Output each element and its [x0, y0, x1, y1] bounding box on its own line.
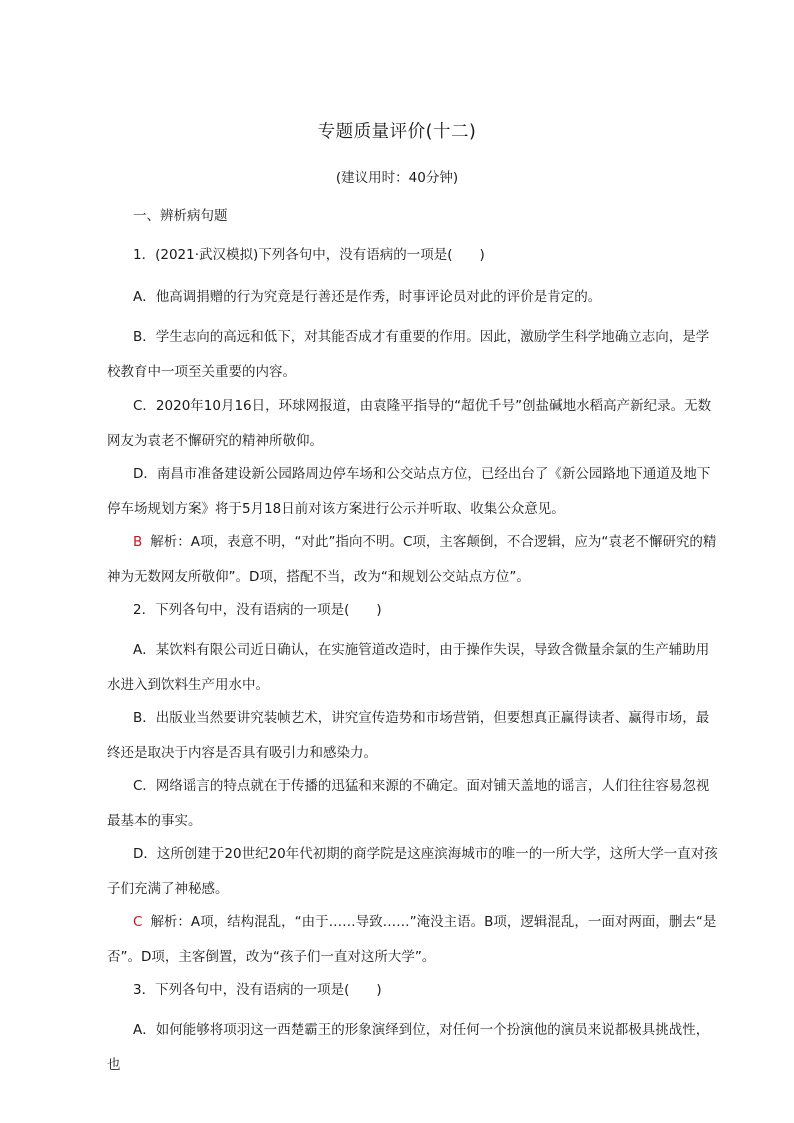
question-2-option-a-block — [107, 633, 719, 703]
time-suggestion: (建议用时：40分钟) — [335, 170, 459, 186]
section-heading: 一、辨析病句题 — [133, 208, 228, 224]
question-1-stem: 1．(2021·武汉模拟)下列各句中，没有语病的一项是( ) — [133, 247, 485, 263]
question-2-option-b-block — [107, 701, 719, 771]
question-2-option-a: A．某饮料有限公司近日确认，在实施管道改造时，由于操作失误，导致含微量余氯的生产辅助用水进入到饮料生产用水中。 — [107, 642, 710, 693]
question-1-analysis — [107, 525, 719, 595]
question-2-stem: 2．下列各句中，没有语病的一项是( ) — [133, 602, 382, 618]
page-title: 专题质量评价(十二) — [317, 122, 477, 142]
question-1-option-d-block — [107, 457, 719, 527]
question-1-option-b-block — [107, 320, 719, 390]
question-2-option-d-block — [107, 837, 719, 907]
question-1-analysis-text: 解析：A项，表意不明，“对此”指向不明。C项，主客颠倒，不合逻辑，应为“袁老不懈研究的精神为无数网友所敬仰”。D项，搭配不当，改为“和规划公交站点方位”。 — [107, 534, 717, 585]
question-3-stem-block — [107, 973, 719, 1008]
question-2-analysis — [107, 905, 719, 975]
question-1-option-b: B．学生志向的高远和低下，对其能否成才有重要的作用。因此，激励学生科学地确立志向，是学校教育中一项至关重要的内容。 — [107, 329, 710, 380]
question-1-option-a-block — [107, 280, 719, 315]
question-2-option-b: B．出版业当然要讲究装帧艺术，讲究宣传造势和市场营销，但要想真正赢得读者、赢得市场，最终还是取决于内容是否具有吸引力和感染力。 — [107, 710, 710, 761]
question-2-option-d: D．这所创建于20世纪20年代初期的商学院是这座滨海城市的唯一的一所大学，这所大学一直对孩子们充满了神秘感。 — [107, 846, 718, 897]
question-2-option-c: C．网络谣言的特点就在于传播的迅猛和来源的不确定。面对铺天盖地的谣言，人们往往容易忽视最基本的事实。 — [107, 778, 710, 829]
question-3-stem: 3．下列各句中，没有语病的一项是( ) — [133, 982, 382, 998]
question-1-analysis-block — [107, 525, 719, 595]
question-3-option-a: A．如何能够将项羽这一西楚霸王的形象演绎到位，对任何一个扮演他的演员来说都极具挑战性，也 — [107, 1022, 710, 1073]
question-1-option-a: A．他高调捐赠的行为究竟是行善还是作秀，时事评论员对此的评价是肯定的。 — [133, 289, 602, 305]
question-1-option-c-block — [107, 389, 719, 459]
question-2-answer: C — [133, 914, 143, 930]
question-2-stem-block — [107, 593, 719, 628]
question-3-option-a-block — [107, 1013, 719, 1083]
question-1-option-d: D．南昌市准备建设新公园路周边停车场和公交站点方位，已经出台了《新公园路地下通道及地下停车场规划方案》将于5月18日前对该方案进行公示并听取、收集公众意见。 — [107, 466, 711, 517]
question-1-answer: B — [133, 534, 143, 550]
section-heading-block — [107, 199, 719, 234]
question-2-analysis-block — [107, 905, 719, 975]
question-2-option-c-block — [107, 769, 719, 839]
question-2-analysis-text: 解析：A项，结构混乱，“由于……导致……”淹没主语。B项，逻辑混乱，一面对两面，删去“是否”。D项，主客倒置，改为“孩子们一直对这所大学”。 — [107, 914, 717, 965]
question-1-option-c: C．2020年10月16日，环球网报道，由袁隆平指导的“超优千号”创盐碱地水稻高产新纪录。无数网友为袁老不懈研究的精神所敬仰。 — [107, 398, 712, 449]
question-1-stem-block — [107, 238, 719, 273]
